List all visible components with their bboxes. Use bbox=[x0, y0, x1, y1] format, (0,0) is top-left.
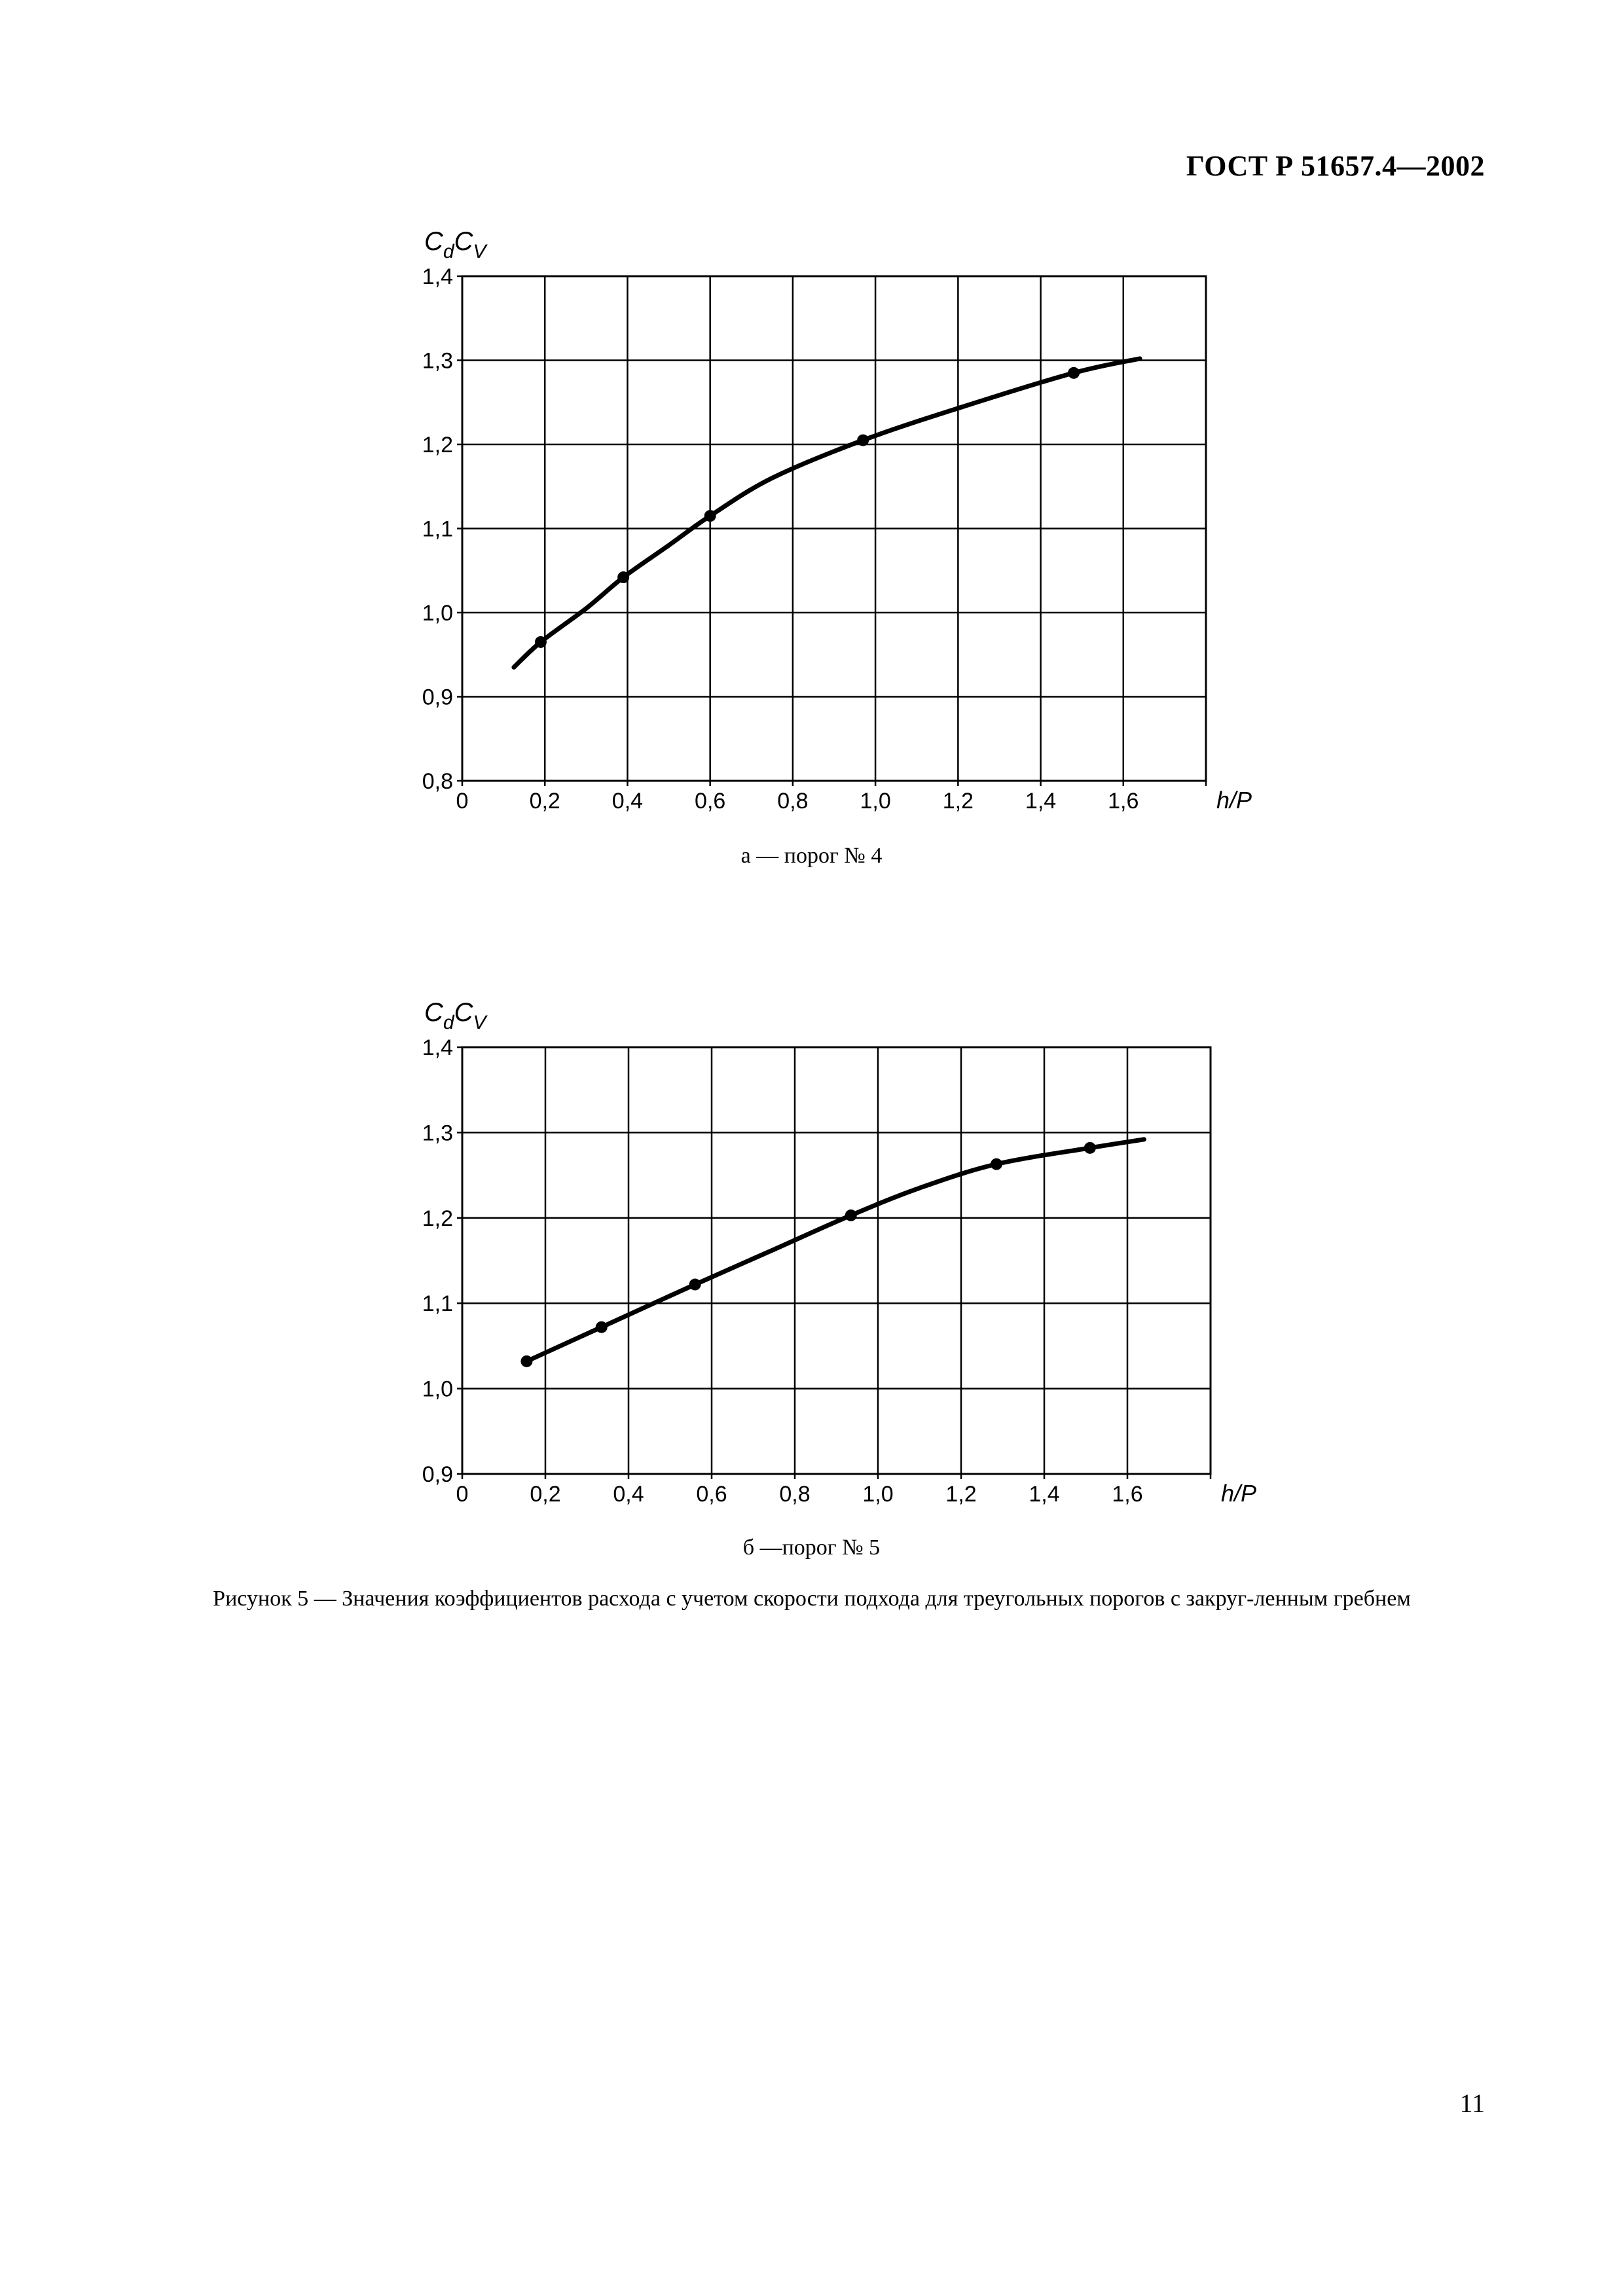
data-point bbox=[1068, 367, 1080, 379]
x-tick-label: 0,6 bbox=[696, 1482, 727, 1507]
y-axis-label: $C_dC_V$ bbox=[424, 998, 486, 1033]
data-point bbox=[991, 1158, 1002, 1170]
y-tick-label: 1,3 bbox=[422, 348, 453, 374]
data-point bbox=[857, 435, 869, 446]
y-tick-label: 1,1 bbox=[422, 1291, 453, 1317]
data-point bbox=[689, 1279, 701, 1291]
x-tick-label: 0,2 bbox=[530, 1482, 561, 1507]
x-tick-label: 1,4 bbox=[1029, 1482, 1060, 1507]
x-tick-label: 1,4 bbox=[1025, 789, 1057, 814]
x-tick-label: 1,0 bbox=[862, 1482, 894, 1507]
figure-caption: Рисунок 5 — Значения коэффициентов расхода с учетом скорости подхода для треугольных порогов с закруг-ленным гребнем bbox=[213, 1587, 1411, 1611]
y-tick-label: 1,2 bbox=[422, 1206, 453, 1231]
x-tick-label: 0,2 bbox=[529, 789, 560, 814]
x-tick-label: 0 bbox=[456, 1482, 469, 1507]
series-curve bbox=[526, 1139, 1144, 1361]
y-tick-label: 1,4 bbox=[422, 1035, 453, 1060]
chart-a-caption: а — порог № 4 bbox=[740, 844, 883, 868]
x-axis-label: h/P bbox=[1221, 1480, 1257, 1507]
y-tick-label: 1,0 bbox=[422, 601, 453, 626]
data-point bbox=[520, 1355, 532, 1367]
y-tick-label: 0,8 bbox=[422, 769, 453, 794]
data-point bbox=[704, 510, 716, 522]
x-tick-label: 0,4 bbox=[611, 789, 644, 814]
x-tick-label: 0,8 bbox=[779, 1482, 811, 1507]
data-point bbox=[1084, 1142, 1096, 1154]
series-curve bbox=[514, 359, 1140, 668]
data-point bbox=[596, 1321, 608, 1333]
y-tick-label: 1,3 bbox=[422, 1121, 453, 1146]
chart-b bbox=[0, 982, 1623, 1604]
x-tick-label: 1,6 bbox=[1112, 1482, 1143, 1507]
x-tick-label: 0,4 bbox=[613, 1482, 644, 1507]
document-code: ГОСТ Р 51657.4—2002 bbox=[1186, 150, 1485, 182]
y-tick-label: 0,9 bbox=[422, 685, 453, 710]
x-axis-label: h/P bbox=[1216, 787, 1252, 814]
y-tick-label: 1,1 bbox=[422, 516, 453, 542]
page-number: 11 bbox=[1459, 2089, 1485, 2118]
x-tick-label: 1,2 bbox=[942, 789, 974, 814]
data-point bbox=[617, 571, 629, 583]
plot-frame bbox=[462, 1047, 1211, 1474]
x-tick-label: 1,0 bbox=[860, 789, 891, 814]
x-tick-label: 0,6 bbox=[695, 789, 726, 814]
y-tick-label: 1,2 bbox=[422, 433, 453, 457]
x-tick-label: 1,2 bbox=[945, 1482, 977, 1507]
data-point bbox=[535, 636, 547, 648]
y-tick-label: 0,9 bbox=[422, 1462, 453, 1487]
x-tick-label: 1,6 bbox=[1108, 789, 1139, 814]
chart-b-caption: б —порог № 5 bbox=[742, 1535, 881, 1560]
data-point bbox=[845, 1210, 857, 1221]
chart-a bbox=[0, 209, 1623, 870]
y-tick-label: 1,0 bbox=[422, 1376, 453, 1402]
y-tick-label: 1,4 bbox=[422, 264, 453, 289]
x-tick-label: 0,8 bbox=[777, 789, 809, 814]
y-axis-label: $C_dC_V$ bbox=[424, 227, 486, 262]
x-tick-label: 0 bbox=[456, 789, 469, 814]
